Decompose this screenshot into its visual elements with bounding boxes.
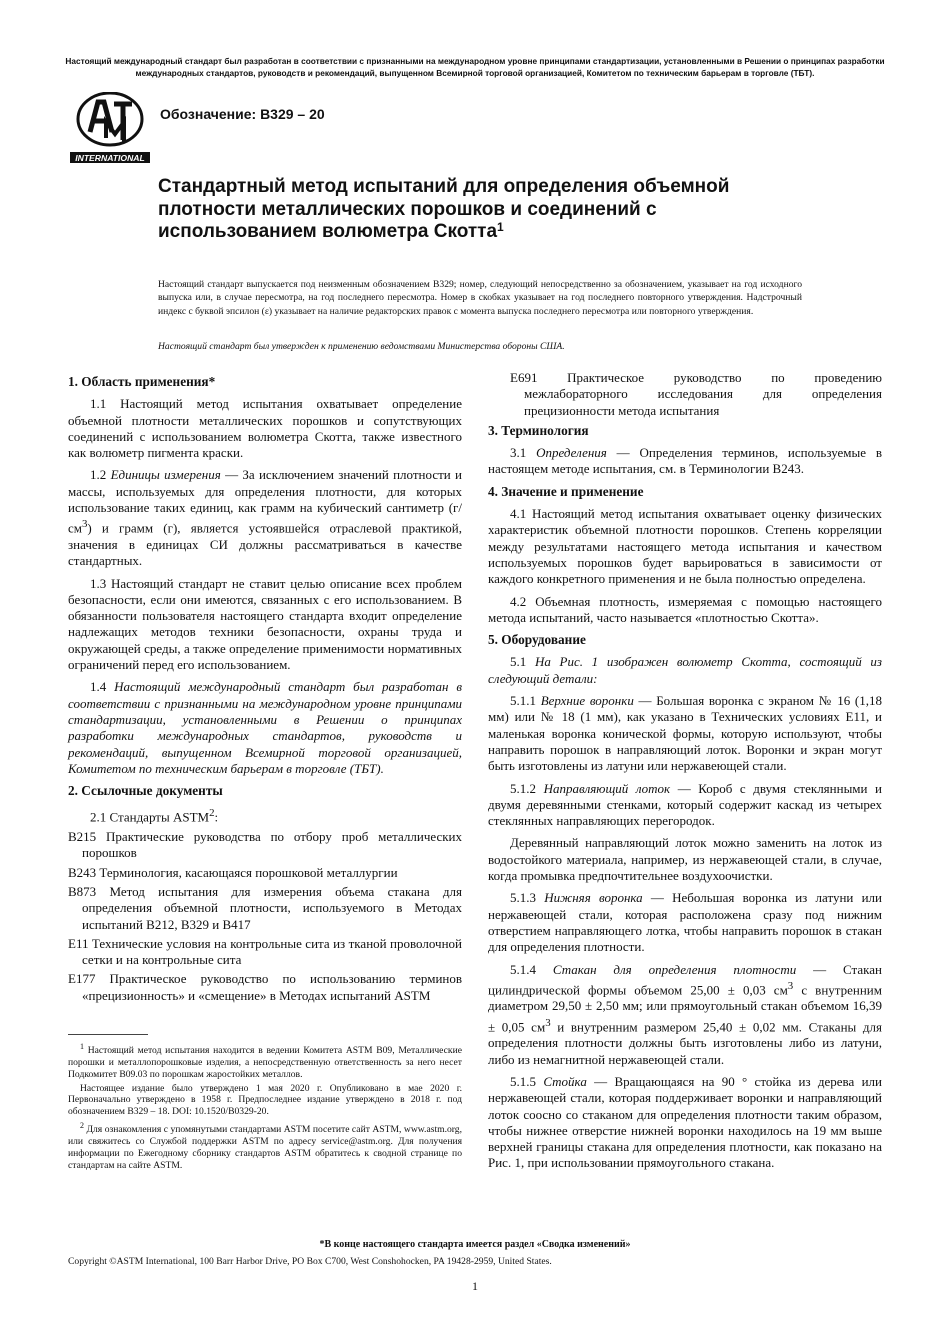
right-column [488, 370, 882, 1178]
para-5-1-4-term: Стакан для определения плотности [552, 961, 797, 977]
para-5-1-1-num: 5.1.1 [510, 693, 541, 709]
wto-notice: Настоящий международный стандарт был разработан в соответствии с признанными на международном уровне принципами стандартизации, установленными в Решении о принципах разработки международных стандартов, руководств и рекомендаций, выпущенном Всемирной торговой организацией, Комитетом по техническим барьерам в торговле (ТБТ). [65, 56, 885, 78]
footnote-1 [68, 1041, 462, 1081]
para-1-2-term: Единицы измерения [110, 467, 221, 483]
left-column [68, 370, 462, 1173]
para-5-1-3 [488, 890, 882, 955]
para-1-4-text: Настоящий международный стандарт был разработан в соответствии с признанными на международном уровне принципами стандартизации, установленными в Решении о принципах разработки международных стандартов, руководств и рекомендаций, выпущенном Всемирной торговой организацией, Комитетом по техническим барьерам в торговле (ТБТ). [68, 679, 462, 776]
logo-text: INTERNATIONAL [75, 153, 145, 163]
astm-standards-text: 2.1 Стандарты ASTM [90, 809, 210, 825]
designation: Обозначение: B329 – 20 [160, 106, 325, 122]
para-5-1-3-text: — Небольшая воронка из латуни или нержавеющей стали, которая расположена сразу под нижним отверстием направляющего лотка, чтобы направить порошок в стакан для определения плотности. [488, 890, 883, 955]
copyright: Copyright ©ASTM International, 100 Barr Harbor Drive, PO Box C700, West Conshohocken, PA 19428-2959, United States. [68, 1256, 552, 1267]
para-1-2 [68, 467, 462, 569]
footnote-1-marker: 1 [80, 1042, 84, 1052]
title-text: Стандартный метод испытаний для определения объемной плотности металлических порошков и соединений с использованием волюметра Скотта [158, 176, 730, 242]
summary-of-changes-note: *В конце настоящего стандарта имеется раздел «Сводка изменений» [319, 1239, 631, 1250]
approved-note: Настоящий стандарт был утвержден к применению ведомствами Министерства обороны США. [158, 341, 565, 352]
para-5-1-4-sup-1: 3 [787, 979, 794, 992]
para-1-1: 1.1 Настоящий метод испытания охватывает определение объемной плотности металлических порошков и сопутствующих соединений с использованием волюметра Скотта, также известного как волюметр пигмента краски. [68, 396, 462, 461]
para-5-1-text: На Рис. 1 изображен волюметр Скотта, состоящий из следующий детали: [488, 654, 882, 686]
astm-standards-label [68, 805, 462, 826]
para-5-1-4 [488, 962, 882, 1068]
footnote-2-marker: 2 [80, 1121, 84, 1131]
section-2-heading: 2. Ссылочные документы [68, 783, 223, 799]
para-1-3: 1.3 Настоящий стандарт не ставит целью описание всех проблем безопасности, если они имеются, связанных с его использованием. В обязанности пользователя настоящего стандарта входит определение надлежащих методов техники безопасности, охраны труда и окружающей среды, а также определение применимости нормативных ограничений перед его использованием. [68, 575, 462, 673]
footnote-2-text: Для ознакомления с упомянутыми стандартами ASTM посетите сайт ASTM, www.astm.org, или свяжитесь со Службой поддержки ASTM по адресу service@astm.org. Для получения информации по Ежегодному сборнику стандартов ASTM обратитесь к сводной странице по стандартам на сайте ASTM. [68, 1124, 462, 1171]
para-4-1: 4.1 Настоящий метод испытания охватывает оценку физических характеристик объемной плотности порошков. Степень корреляции между результатами настоящего метода испытания и качеством используемых порошков будет варьироваться в зависимости от каждого конкретного применения и не была полностью определена. [488, 506, 882, 587]
para-5-1-1-text: — Большая воронка с экраном № 16 (1,18 мм) или № 18 (1 мм), как указано в Технических условиях E11, и маленькая воронка конической формы, которую используют, чтобы направить порошок в направляющий лоток. Воронки и экран могут быть изготовлены из латуни или нержавеющей стали. [488, 693, 883, 774]
para-5-1-1 [488, 693, 882, 774]
para-4-2: 4.2 Объемная плотность, измеряемая с помощью настоящего метода испытаний, часто называется «плотностью Скотта». [488, 593, 882, 625]
footnote-1-text: Настоящий метод испытания находится в ведении Комитета ASTM B09, Металлические порошки и металлопорошковые изделия, а непосредственную ответственность за него несет Подкомитет B09.03 по порошкам жаростойких металлов. [68, 1045, 462, 1080]
section-1-heading: 1. Область применения* [68, 374, 216, 389]
para-5-1-3-term: Нижняя воронка [544, 890, 643, 906]
para-5-1-3-num: 5.1.3 [510, 890, 545, 906]
issue-note: Настоящий стандарт выпускается под неизменным обозначением B329; номер, следующий непосредственно за обозначением, указывает на год исходного выпуска или, в случае пересмотра, на год последнего пересмотра. Номер в скобках указывает на год последнего повторного утверждения. Надстрочный индекс с буквой эпсилон (ε) указывает на наличие редакторских правок с момента выпуска последнего пересмотра или повторного утверждения. [158, 279, 802, 317]
para-5-1-2-term: Направляющий лоток [543, 780, 671, 796]
para-1-2-text-a: — За исключением значений плотности и массы, используемых для определения плотности, для которых использование таких единиц, как грамм на кубический сантиметр (г/см [68, 467, 463, 536]
section-5-heading: 5. Оборудование [488, 632, 586, 648]
ref-e177: E177 Практическое руководство по использованию терминов «прецизионность» и «смещение» в Методах испытаний ASTM [68, 971, 462, 1003]
astm-logo [68, 92, 152, 164]
para-3-1-term: Определения [536, 445, 607, 461]
title-footnote-marker: 1 [497, 220, 504, 234]
para-1-2-sup: 3 [82, 518, 88, 531]
para-5-1-5-num: 5.1.5 [510, 1073, 544, 1089]
document-title [158, 176, 798, 244]
section-4-heading: 4. Значение и применение [488, 483, 644, 499]
page-number: 1 [472, 1279, 478, 1293]
astm-standards-sup: 2 [209, 807, 215, 820]
ref-b215: B215 Практические руководства по отбору проб металлических порошков [68, 829, 462, 861]
para-5-1-2-text: — Короб с двумя стеклянными и двумя деревянными стенками, который содержит каскад из четырех стеклянных направляющих перегородок. [488, 780, 883, 829]
para-5-1-4-num: 5.1.4 [510, 961, 553, 977]
para-5-1-2 [488, 781, 882, 830]
astm-standards-colon: : [214, 809, 219, 825]
para-5-1-1-term: Верхние воронки [540, 693, 634, 709]
para-5-wood-tray: Деревянный направляющий лоток можно заменить на лоток из водостойкого материала, например, из нержавеющей стали, в случае, когда промывка предпочтительнее воздухоочистки. [488, 835, 882, 884]
para-3-1-num: 3.1 [510, 445, 537, 461]
para-5-1-4-text-c: и внутренним размером 25,40 ± 0,02 мм. Стаканы для определения плотности должны быть изготовлены либо из латуни, либо из немагнитной нержавеющей стали. [488, 1019, 882, 1067]
para-1-2-text-b: ) и грамм (г), является устоявшейся отраслевой практикой, значения в единицах СИ должны рассматриваться в качестве стандартных. [68, 520, 462, 569]
para-5-1-5-term: Стойка [543, 1073, 587, 1089]
para-5-1-4-sup-2: 3 [545, 1016, 551, 1029]
footnote-1-edition: Настоящее издание было утверждено 1 мая 2020 г. Опубликовано в мае 2020 г. Первоначально утверждено в 1958 г. Предпоследнее издание утверждено в 2018 г. под обозначением B329 – 18. DOI: 10.1520/B0329-20. [68, 1082, 462, 1118]
para-1-2-num: 1.2 [90, 467, 111, 483]
footnote-rule [68, 1034, 148, 1035]
para-3-1-text: — Определения терминов, используемые в настоящем методе испытания, см. в Терминологии B243. [488, 445, 882, 477]
ref-e691: E691 Практическое руководство по проведению межлабораторного исследования для определения прецизионности метода испытания [510, 370, 882, 418]
para-5-1-2-num: 5.1.2 [510, 780, 544, 796]
footnote-2 [68, 1120, 462, 1171]
section-3-heading: 3. Терминология [488, 422, 589, 438]
astm-logo-icon [68, 92, 152, 164]
para-1-4-num: 1.4 [90, 679, 115, 695]
ref-e11: E11 Технические условия на контрольные сита из тканой проволочной сетки и на контрольные сита [68, 935, 462, 968]
para-1-4 [68, 679, 462, 777]
ref-b873: B873 Метод испытания для измерения объема стакана для определения объемной плотности, используемого в Методах испытаний B212, B329 и B417 [68, 883, 462, 932]
para-5-1-4-text-a: — Стакан цилиндрической формы объемом 25,00 ± 0,03 см [488, 961, 882, 998]
para-5-1-5 [488, 1074, 882, 1172]
para-5-1-5-text: — Вращающаяся на 90 ° стойка из дерева или нержавеющей стали, которая поддерживает воронки и направляющий лоток соосно со стаканом для определения плотности таким образом, чтобы нижнее отверстие нижней воронки находилось на 19 мм выше верхней границы стакана для определения плотности, как показано на Рис. 1, при использовании прямоугольного стакана. [488, 1073, 882, 1171]
ref-b243: B243 Терминология, касающаяся порошковой металлургии [68, 864, 398, 880]
para-5-1 [488, 654, 882, 687]
para-3-1 [488, 445, 882, 478]
para-5-1-4-text-b: с внутренним диаметром 29,50 ± 2,50 мм; или прямоугольный стакан объемом 16,39 ± 0,05 см [488, 982, 882, 1035]
para-5-1-num: 5.1 [510, 654, 535, 670]
